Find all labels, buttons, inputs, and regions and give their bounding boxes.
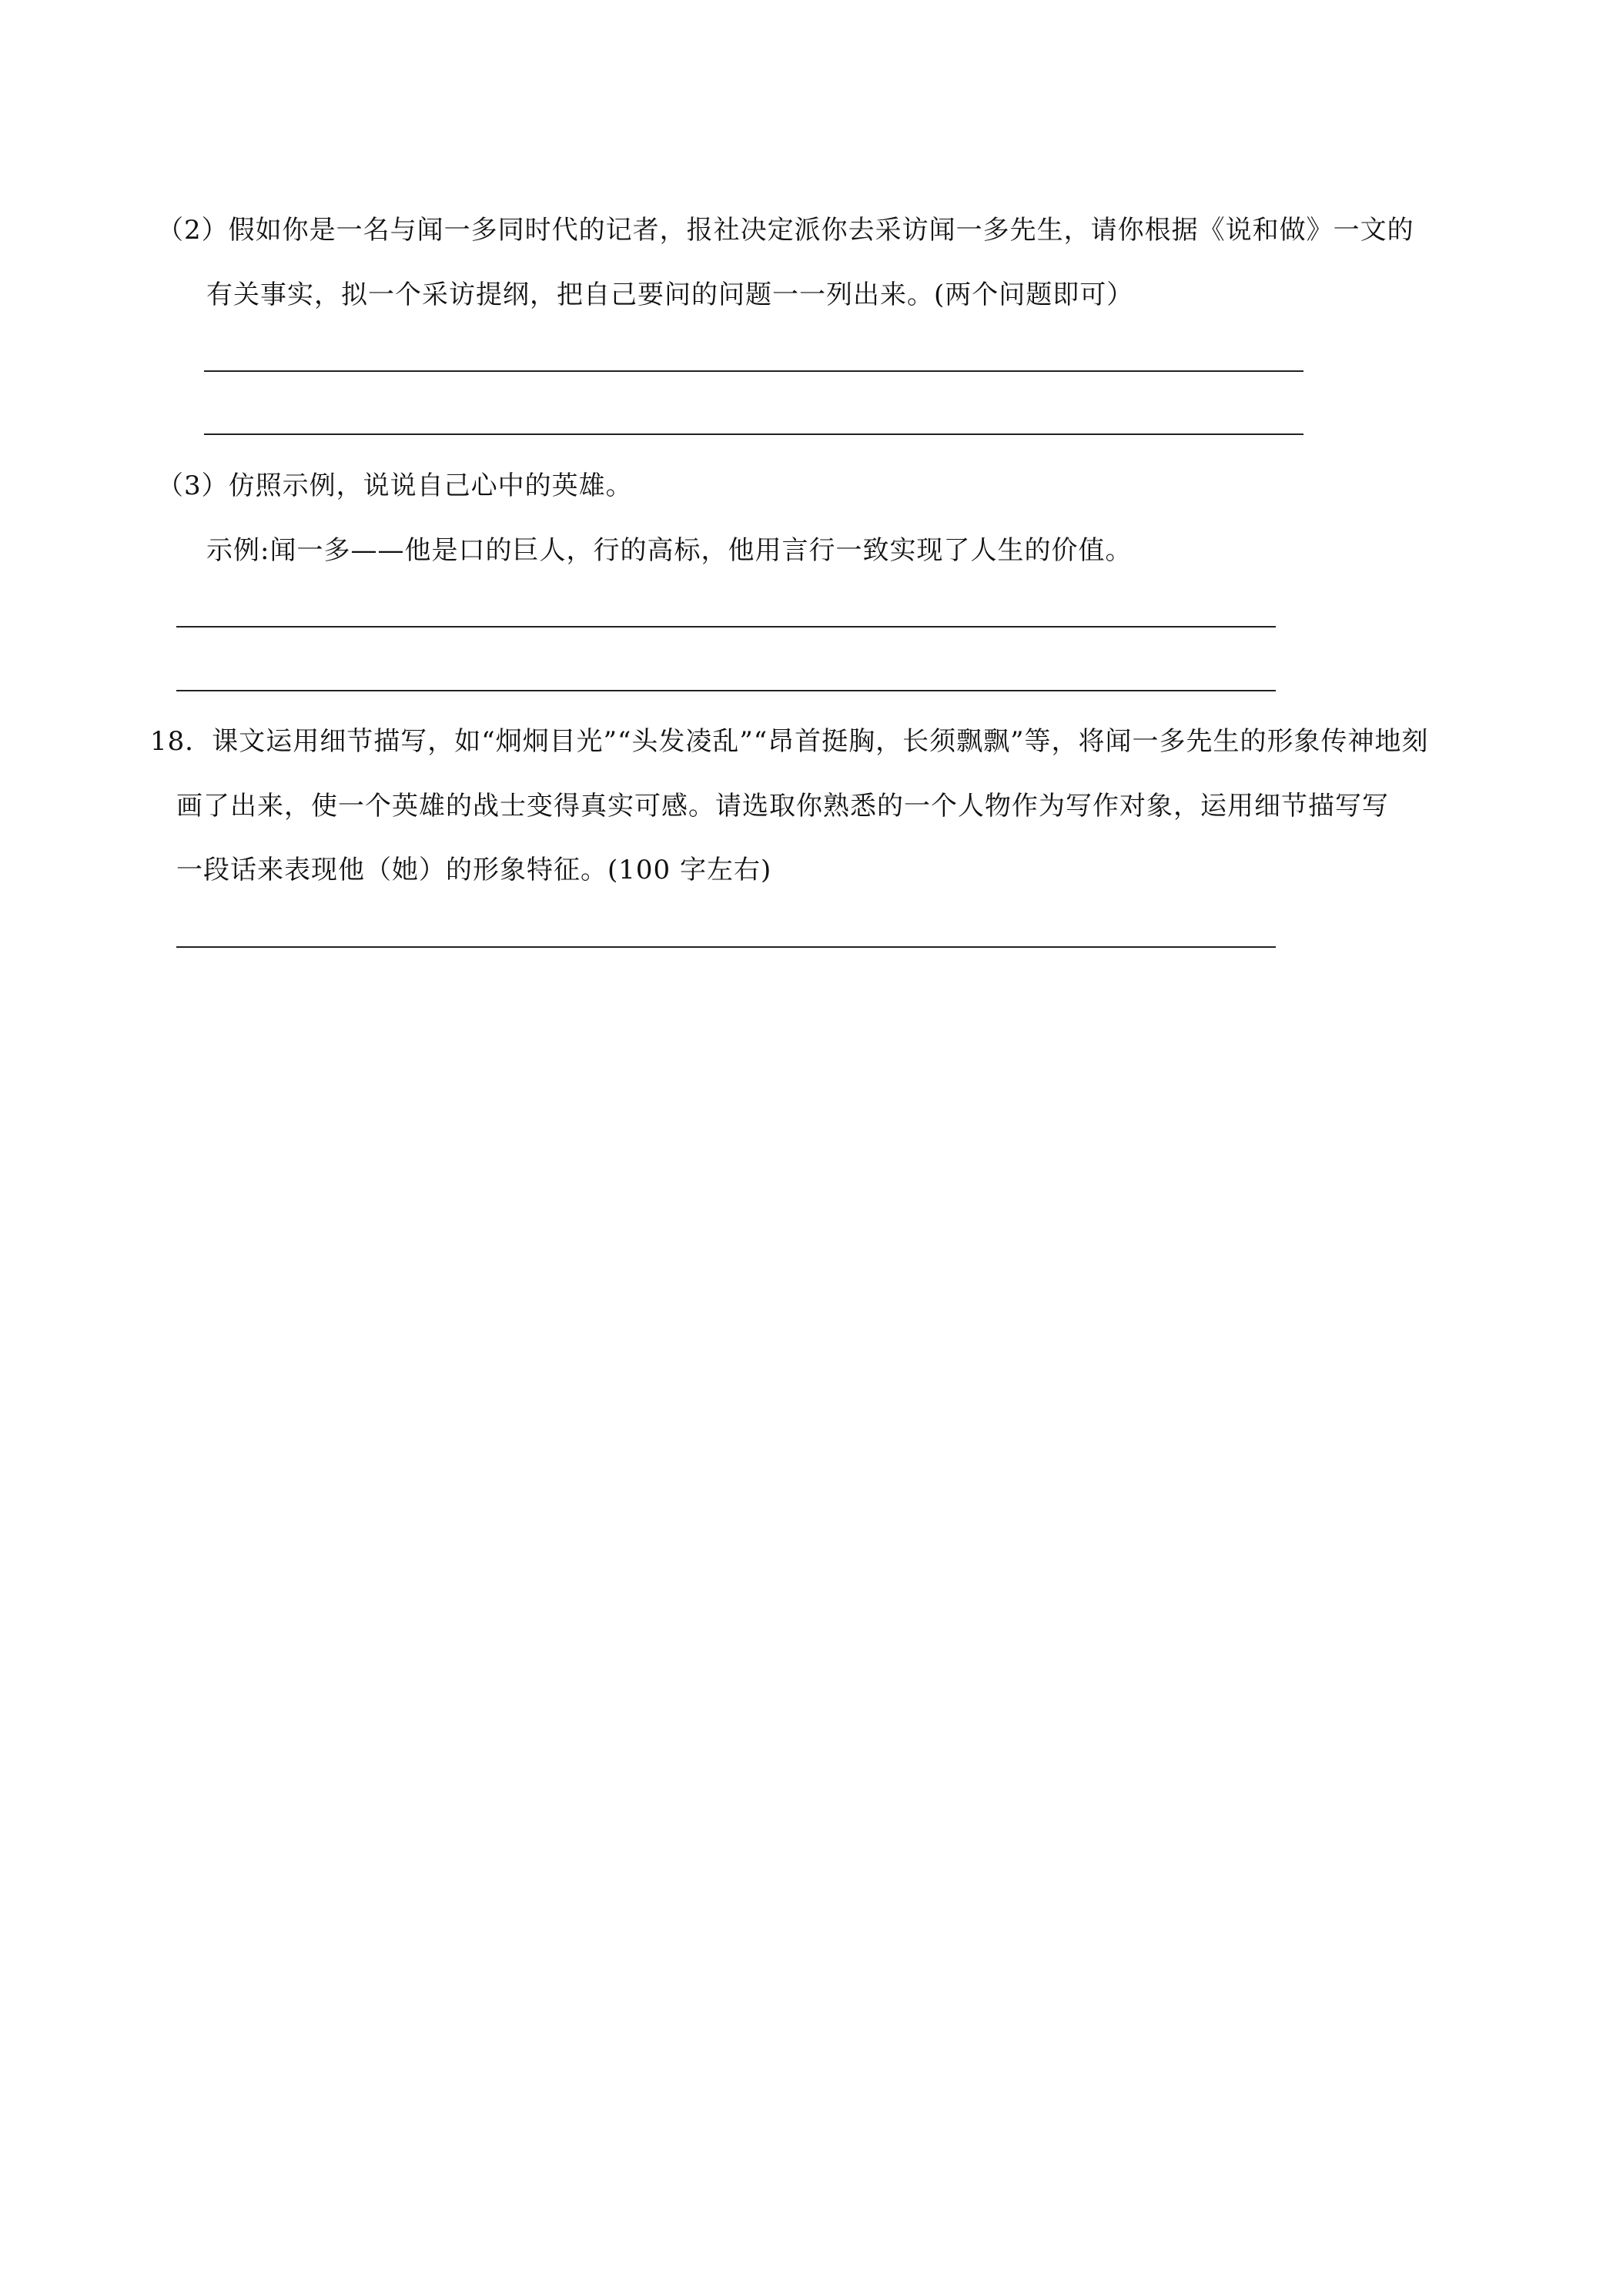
- answer-line[interactable]: [176, 626, 1276, 628]
- answer-line[interactable]: [176, 946, 1276, 948]
- answer-line[interactable]: [204, 433, 1303, 435]
- answer-line[interactable]: [176, 690, 1276, 691]
- q17-2-prompt-line2: 有关事实，拟一个采访提纲，把自己要问的问题一一列出来。(两个问题即可）: [206, 279, 1134, 310]
- q18-prompt-line2: 画了出来，使一个英雄的战士变得真实可感。请选取你熟悉的一个人物作为写作对象，运用细节描写写: [176, 791, 1389, 822]
- q17-2-prompt-line1: （2）假如你是一名与闻一多同时代的记者，报社决定派你去采访闻一多先生，请你根据《说和做》一文的: [157, 215, 1414, 246]
- q17-3-example: 示例:闻一多——他是口的巨人，行的高标，他用言行一致实现了人生的价值。: [206, 535, 1133, 566]
- answer-line[interactable]: [204, 370, 1303, 372]
- q18-prompt-line3: 一段话来表现他（她）的形象特征。(100 字左右): [176, 855, 772, 885]
- q17-3-prompt: （3）仿照示例，说说自己心中的英雄。: [157, 470, 633, 501]
- q18-prompt-line1: 18．课文运用细节描写，如“炯炯目光”“头发凌乱”“昂首挺胸，长须飘飘”等，将闻一多先生的形象传神地刻: [150, 726, 1429, 757]
